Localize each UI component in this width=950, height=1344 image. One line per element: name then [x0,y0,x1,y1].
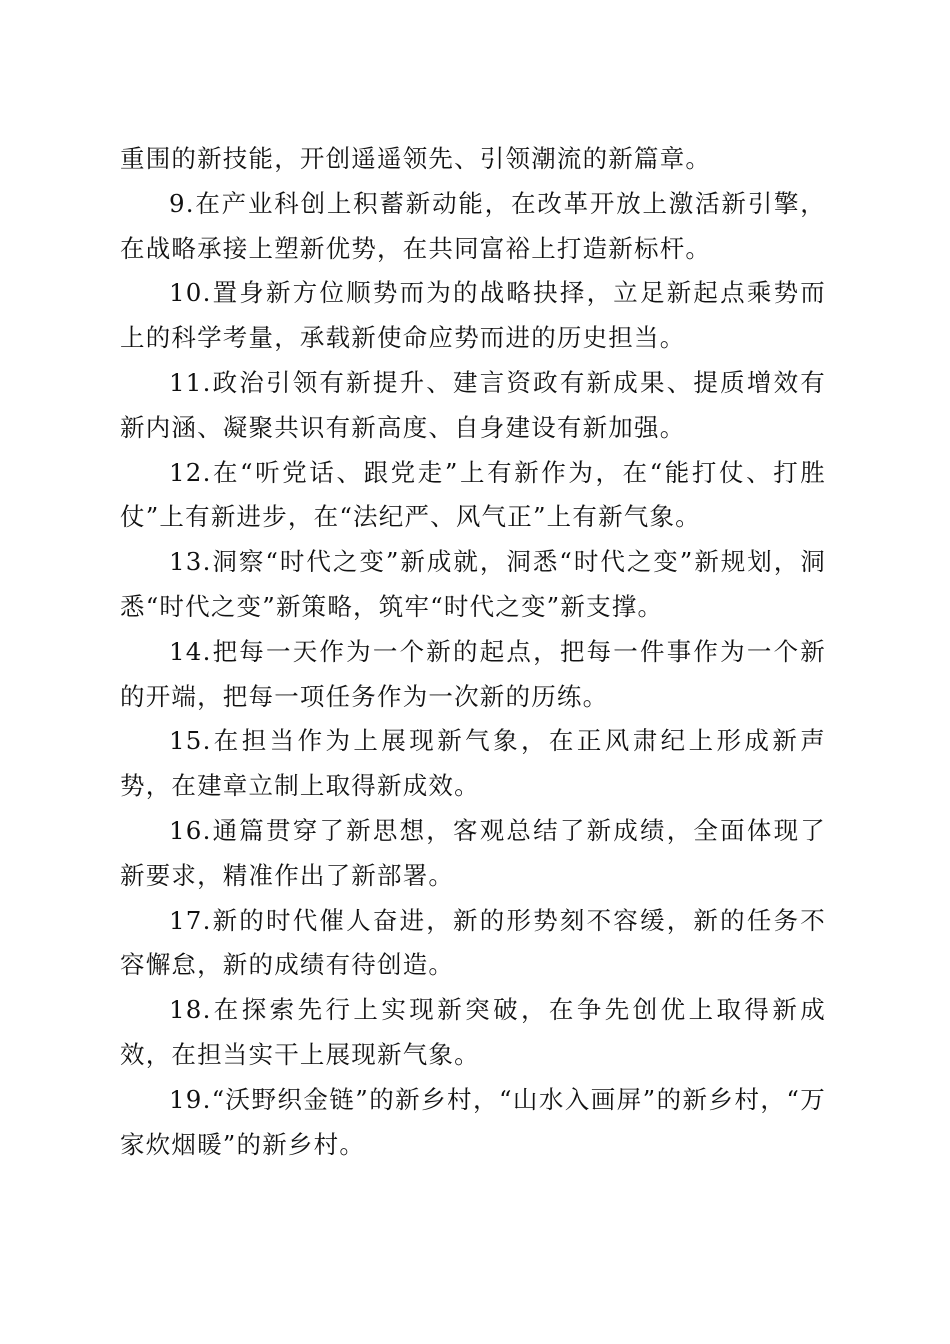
paragraph-item-19: 19.“沃野织金链”的新乡村，“山水入画屏”的新乡村，“万家炊烟暖”的新乡村。 [120,1084,826,1159]
paragraph-item-15: 15.在担当作为上展现新气象，在正风肃纪上形成新声势，在建章立制上取得新成效。 [120,726,826,801]
paragraph-item-18: 18.在探索先行上实现新突破，在争先创优上取得新成效，在担当实干上展现新气象。 [120,995,826,1069]
paragraph-item-11: 11.政治引领有新提升、建言资政有新成果、提质增效有新内涵、凝聚共识有新高度、自身建设有新加强。 [120,367,826,442]
paragraph-item-16: 16.通篇贯穿了新思想，客观总结了新成绩，全面体现了新要求，精准作出了新部署。 [120,815,826,890]
paragraph-item-14: 14.把每一天作为一个新的起点，把每一件事作为一个新的开端，把每一项任务作为一次新的历练。 [120,636,826,711]
paragraph-item-10: 10.置身新方位顺势而为的战略抉择，立足新起点乘势而上的科学考量，承载新使命应势而进的历史担当。 [120,278,826,353]
paragraph-item-12: 12.在“听党话、跟党走”上有新作为，在“能打仗、打胜仗”上有新进步，在“法纪严、风气正”上有新气象。 [120,457,826,532]
document-body [120,137,826,1167]
paragraph-item-13: 13.洞察“时代之变”新成就，洞悉“时代之变”新规划，洞悉“时代之变”新策略，筑牢“时代之变”新支撑。 [120,547,826,621]
paragraph-continuation: 重围的新技能，开创遥遥领先、引领潮流的新篇章。 [120,144,712,173]
paragraph-item-9: 9.在产业科创上积蓄新动能，在改革开放上激活新引擎，在战略承接上塑新优势，在共同富裕上打造新标杆。 [120,188,826,263]
paragraph-item-17: 17.新的时代催人奋进，新的形势刻不容缓，新的任务不容懈怠，新的成绩有待创造。 [120,905,826,980]
